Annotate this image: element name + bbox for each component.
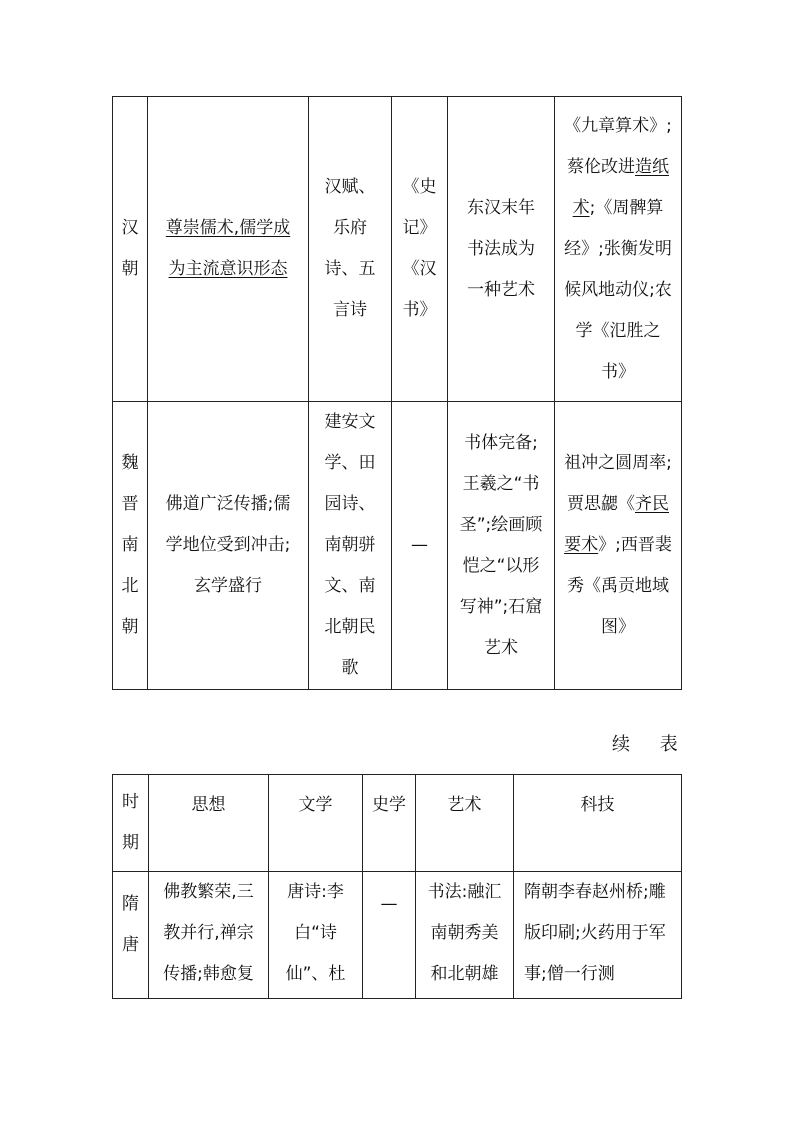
header-literature: 文学: [269, 775, 363, 872]
tech-cell: 隋朝李春赵州桥;雕版印刷;火药用于军事;僧一行测: [514, 872, 682, 999]
era-cell: 隋唐: [113, 872, 149, 999]
literature-cell: 唐诗:李白“诗仙”、杜: [269, 872, 363, 999]
table-header-row: [113, 775, 682, 872]
header-art: 艺术: [416, 775, 514, 872]
thought-cell: 佛教繁荣,三教并行,禅宗传播;韩愈复: [149, 872, 269, 999]
era-text: 汉朝: [121, 218, 139, 279]
header-history: 史学: [363, 775, 416, 872]
art-cell: 书体完备;王羲之“书圣”;绘画顾恺之“以形写神”;石窟艺术: [448, 402, 555, 690]
literature-cell: 建安文学、田园诗、南朝骈文、南北朝民歌: [309, 402, 392, 690]
culture-table-han-weijin: [112, 96, 682, 690]
thought-cell: [148, 97, 309, 402]
tech-cell: 《九章算术》;蔡伦改进造纸术;《周髀算经》;张衡发明候风地动仪;农学《氾胜之书》: [555, 97, 682, 402]
table-row: [113, 97, 682, 402]
header-thought: 思想: [149, 775, 269, 872]
era-text: 魏晋南北朝: [121, 453, 139, 637]
tech-underlined-text: 造纸术: [572, 156, 669, 218]
culture-table-suitang: [112, 774, 682, 999]
era-cell: [113, 97, 148, 402]
literature-cell: 汉赋、乐府诗、五言诗: [309, 97, 392, 402]
continued-label: 续 表: [612, 734, 690, 755]
history-cell: —: [363, 872, 416, 999]
table-row: [113, 872, 682, 999]
header-period: 时期: [113, 775, 149, 872]
art-cell: 东汉末年书法成为一种艺术: [448, 97, 555, 402]
table-row: [113, 402, 682, 690]
art-cell: 书法:融汇南朝秀美和北朝雄: [416, 872, 514, 999]
header-tech: 科技: [514, 775, 682, 872]
thought-cell: 佛道广泛传播;儒学地位受到冲击;玄学盛行: [148, 402, 309, 690]
thought-underlined-text: 尊崇儒术,儒学成为主流意识形态: [165, 218, 291, 279]
history-cell: —: [392, 402, 448, 690]
era-cell: [113, 402, 148, 690]
history-cell: 《史记》《汉书》: [392, 97, 448, 402]
tech-cell: 祖冲之圆周率;贾思勰《齐民要术》;西晋裴秀《禹贡地域图》: [555, 402, 682, 690]
tech-underlined-text: 齐民要术: [564, 494, 669, 555]
